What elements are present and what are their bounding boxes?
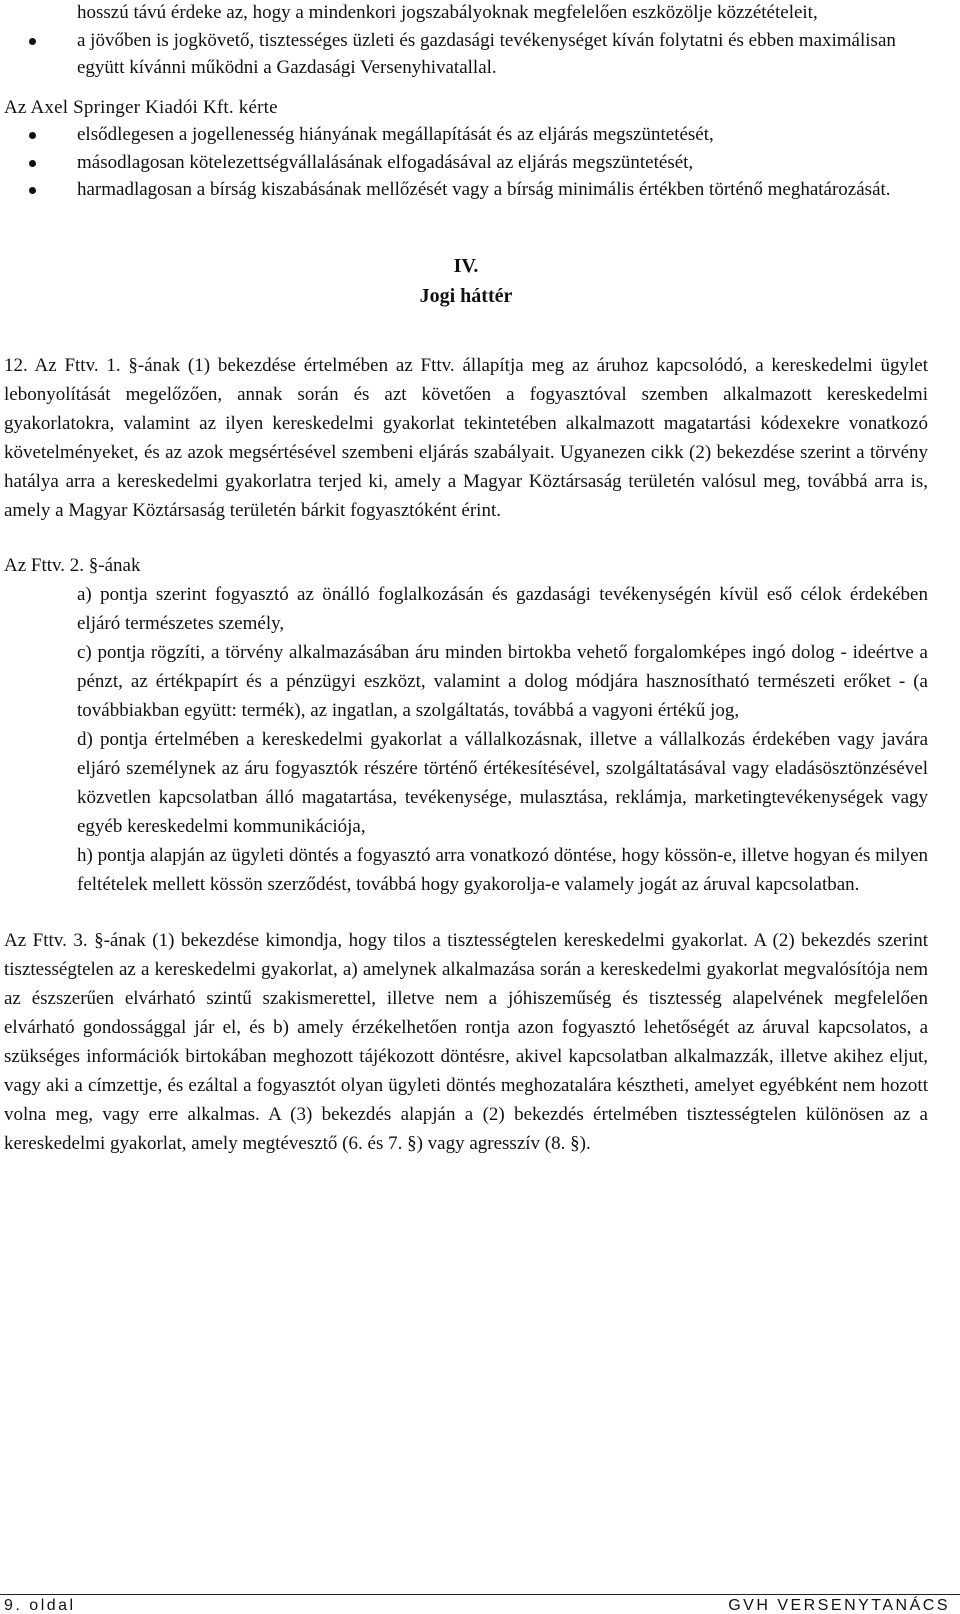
- fttv2-definitions: [77, 580, 928, 899]
- request-bullet-list: [4, 121, 928, 204]
- fttv2-heading: Az Fttv. 2. §-ának: [4, 554, 141, 576]
- section-number: IV.: [453, 254, 479, 277]
- bullet-icon: [29, 38, 36, 45]
- intro-bullet-list: [4, 27, 928, 82]
- page-footer: [4, 1598, 950, 1613]
- document-page: [4, 0, 928, 1158]
- paragraph-fttv3: Az Fttv. 3. §-ának (1) bekezdése kimondja, hogy tilos a tisztességtelen kereskedelmi gyakorlat. A (2) bekezdés szerint tisztességtelen az a kereskedelmi gyakorlat, a) amelynek alkalmazása során a kereskedelmi gyakorlat megvalósítója nem az észszerűen elvárható szintű szakismerettel, illetve nem a jóhiszeműség és tisztesség alapelvének megfelelően elvárható gondossággal jár el, és b) amely érzékelhetően rontja azon fogyasztó lehetőségét az áruval kapcsolatos, a szükséges információk birtokában meghozott tájékozott döntésre, akivel kapcsolatban alkalmazzák, illetve akihez eljut, vagy aki a címzettje, és ezáltal a fogyasztót olyan ügyleti döntés meghozatalára késztheti, amelyet egyébként nem hozott volna meg, vagy erre alkalmas. A (3) bekezdés alapján a (2) bekezdés értelmében tisztességtelen különösen az a kereskedelmi gyakorlat, amely megtévesztő (6. és 7. §) vagy agresszív (8. §).: [4, 929, 928, 1154]
- paragraph-12: 12. Az Fttv. 1. §-ának (1) bekezdése értelmében az Fttv. állapítja meg az áruhoz kapcsolódó, a kereskedelmi ügylet lebonyolítását megelőzően, annak során és azt követően a fogyasztóval szemben alkalmazott kereskedelmi gyakorlatokra, valamint az ilyen kereskedelmi gyakorlat tekintetében alkalmazott magatartási kódexekre vonatkozó követelményeket, és az azok megsértésével szembeni eljárás szabályait. Ugyanezen cikk (2) bekezdése szerint a törvény hatálya arra a kereskedelmi gyakorlatra terjed ki, amely a Magyar Köztársaság területén valósul meg, továbbá arra is, amely a Magyar Köztársaság területén bárkit fogyasztóként érint.: [4, 354, 928, 521]
- organization-name: GVH VERSENYTANÁCS: [728, 1597, 950, 1614]
- list-item: elsődlegesen a jogellenesség hiányának megállapítását és az eljárás megszüntetését,: [4, 121, 928, 149]
- definition-item: d) pontja értelmében a kereskedelmi gyakorlat a vállalkozásnak, illetve a vállalkozás érdekében vagy javára eljáró személynek az áru fogyasztók részére történő értékesítésével, szolgáltatásával vagy eladásösztönzésével közvetlen kapcsolatban álló magatartása, tevékenysége, mulasztása, reklámja, marketingtevékenységek vagy egyéb kereskedelmi kommunikációja,: [77, 728, 928, 837]
- definition-item: c) pontja rögzíti, a törvény alkalmazásában áru minden birtokba vehető forgalomképes ingó dolog - ideértve a pénzt, az értékpapírt és a pénzügyi eszközt, valamint a dolog módjára hasznosítható természeti erőket - (a továbbiakban együtt: termék), az ingatlan, a szolgáltatás, továbbá a vagyoni értékű jog,: [77, 641, 928, 721]
- intro-continuation: hosszú távú érdeke az, hogy a mindenkori jogszabályoknak megfelelően eszközölje közzétételeit,: [77, 2, 818, 23]
- bullet-icon: [29, 132, 36, 139]
- section-heading: [4, 251, 928, 311]
- bullet-icon: [29, 187, 36, 194]
- footer-divider: [0, 1594, 960, 1595]
- list-item: a jövőben is jogkövető, tisztességes üzleti és gazdasági tevékenységet kíván folytatni és ebben maximálisan együtt kívánni működni a Gazdasági Versenyhivatallal.: [4, 27, 928, 82]
- list-item: másodlagosan kötelezettségvállalásának elfogadásával az eljárás megszüntetését,: [4, 149, 928, 177]
- section-title: Jogi háttér: [419, 284, 513, 307]
- page-number: 9. oldal: [4, 1597, 76, 1614]
- definition-item: h) pontja alapján az ügyleti döntés a fogyasztó arra vonatkozó döntése, hogy kössön-e, illetve hogyan és milyen feltételek mellett kössön szerződést, továbbá hogy gyakorolja-e valamely jogát az áruval kapcsolatban.: [77, 844, 928, 895]
- request-intro: Az Axel Springer Kiadói Kft. kérte: [4, 96, 278, 118]
- list-item: harmadlagosan a bírság kiszabásának mellőzését vagy a bírság minimális értékben történő meghatározását.: [4, 176, 928, 204]
- bullet-icon: [29, 160, 36, 167]
- definition-item: a) pontja szerint fogyasztó az önálló foglalkozásán és gazdasági tevékenységén kívül eső célok érdekében eljáró természetes személy,: [77, 583, 928, 634]
